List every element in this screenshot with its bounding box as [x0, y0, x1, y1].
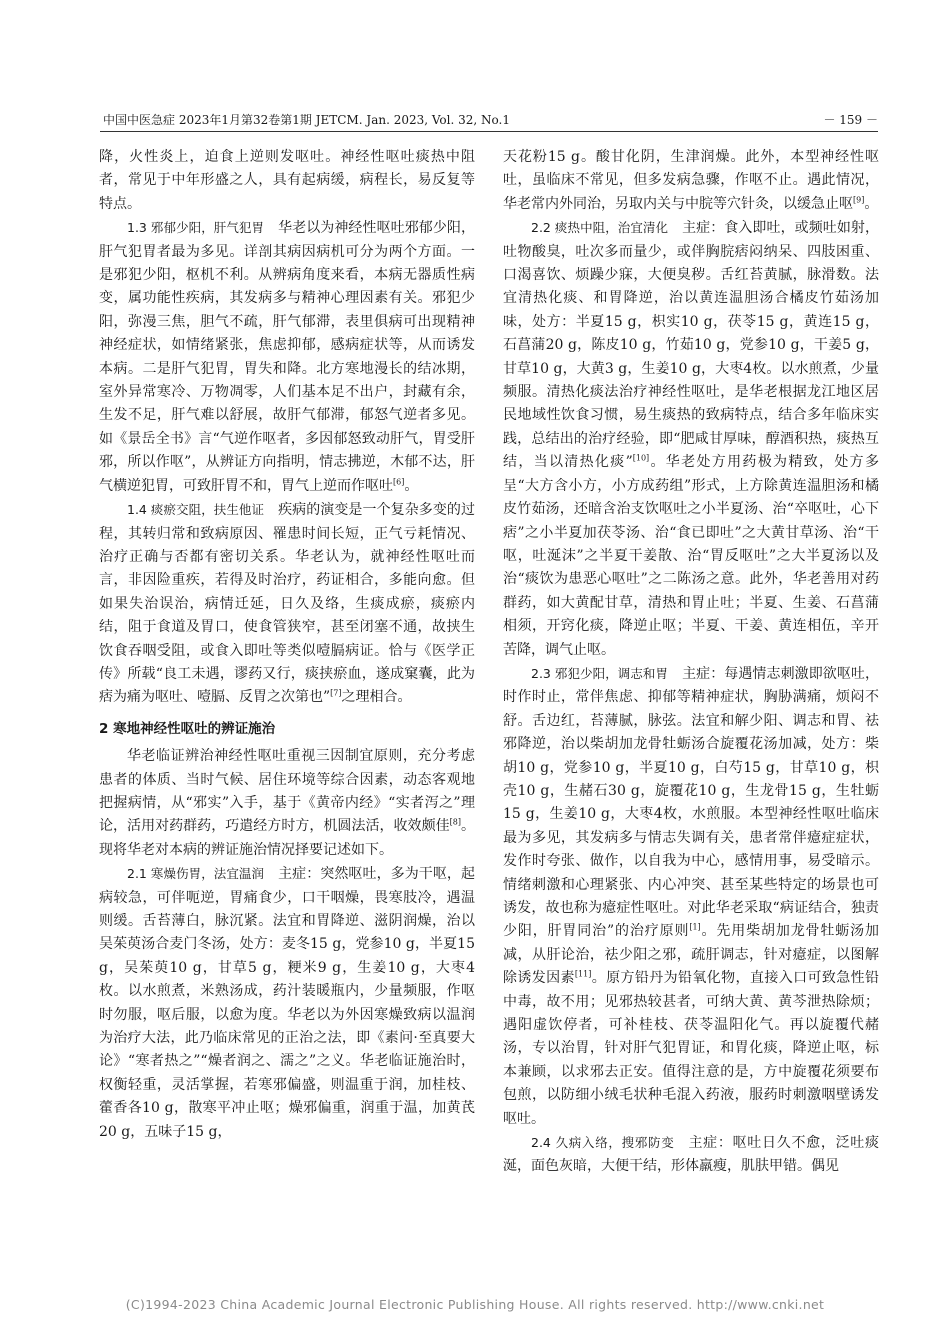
- paragraph-continuation: [503, 146, 879, 216]
- paragraph-continuation: 降，火性炎上，迫食上逆则发呕吐。神经性呕吐痰热中阻者，常见于中年形盛之人，具有起病缓，病程长，易反复等特点。: [99, 149, 475, 212]
- citation-ref: [10]: [632, 453, 650, 463]
- section-2-3-text: 主症：每遇情志刺激即欲呕吐，时作时止，常伴焦虑、抑郁等精神症状，胸胁满痛，烦闷不舒。舌边红，苔薄腻，脉弦。法宜和解少阳、调志和胃、祛邪降逆，治以柴胡加龙骨牡蛎汤合旋覆花汤加减，处方：柴胡10 g，党参10 g，半夏10 g，白芍15 g，甘草10 g，枳壳10 g，生赭石30 g，旋覆花10 g，生龙骨15 g，生牡蛎15 g，生姜10 g，大枣4枚，水煎服。本型神经性呕吐临床最为多见，其发病多与情志失调有关，患者常伴癔症症状，发作时夸张、做作，以自我为中心，感情用事，易受暗示。情绪刺激和心理紧张、内心冲突、甚至某些特定的场景也可诱发，故也称为癔症性呕吐。对此华老采取“病证结合，独责少阳，肝胃同治”的治疗原则: [503, 665, 880, 940]
- journal-citation: 中国中医急症 2023年1月第32卷第1期 JETCM. Jan. 2023, Vol. 32, No.1: [103, 113, 510, 127]
- section-2-2-tail: 。华老处方用药极为精致，处方多呈“大方含小方，小方成药组”形式，上方除黄连温胆汤和橘皮竹茹汤，还暗含治支饮呕吐之小半夏汤、治“卒呕吐，心下痞”之小半夏加茯苓汤、治“食已即吐”之大黄甘草汤、治“干呕，吐涎沫”之半夏干姜散、治“胃反呕吐”之大半夏汤以及治“痰饮为患恶心呕吐”之二陈汤之意。此外，华老善用对药群药，如大黄配甘草，清热和胃止吐；半夏、生姜、石菖蒲相须，开窍化痰，降逆止呕；半夏、干姜、黄连相伍，辛开苦降，调气止呕。: [503, 454, 879, 658]
- section-2-3: [503, 662, 879, 1131]
- section-1-3-title: 1.3 邪郁少阳，肝气犯胃: [127, 220, 265, 236]
- page-number: － 159 －: [823, 113, 878, 127]
- section-2-2-title: 2.2 痰热中阻，治宜清化: [531, 220, 669, 236]
- section-1-4-text: 疾病的演变是一个复杂多变的过程，其转归常和致病原因、罹患时间长短，正气亏耗情况、治疗正确与否都有密切关系。华老认为，就神经性呕吐而言，非因险重疾，若得及时治疗，药证相合，多能向愈。但如果失治误治，病情迁延，日久及络，生痰成瘀，痰瘀内结，阻于食道及胃口，使食管狭窄，甚至闭塞不通，故挟生饮食吞咽受阻，或食入即吐等类似噎膈病证。恰与《医学正传》所载“良工未遇，谬药又行，痰挟瘀血，遂成窠囊，此为痞为痛为呕吐、噎膈、反胃之次第也”: [99, 502, 476, 706]
- section-2-4: [503, 1131, 879, 1179]
- citation-ref: [9]: [853, 195, 865, 205]
- section-2-heading: 2 寒地神经性呕吐的辨证施治: [99, 720, 276, 737]
- section-2-tail: 。现将华老对本病的辨证施治情况择要记述如下。: [99, 818, 476, 858]
- section-1-3: 1.3 邪郁少阳，肝气犯胃 华老以为神经性呕吐邪郁少阳，肝气犯胃者最为多见。详剖其病因病机可分为两个方面。一是邪犯少阳，枢机不利。从辨病角度来看，本病无器质性病变，属功能性疾病，其发病多与精神心理因素有关。邪犯少阳，弥漫三焦，胆气不疏，肝气郁滞，表里俱病可出现精神神经症状，如情绪紧张，焦虑抑郁，感病症状等，从而诱发本病。二是肝气犯胃，胃失和降。北方寒地漫长的结冰期，室外异常寒冷、万物凋零，人们基本足不出户，封藏有余，生发不足，肝气难以舒展，故肝气郁滞，郁怒气逆者多见。如《景岳全书》言“气逆作呕者，多因郁怒致动肝气，胃受肝邪，所以作呕”，从辨证方向指明，情志拂逆，木郁不达，肝气横逆犯胃，可致肝胃不和，胃气上逆而作呕吐[6]。: [99, 220, 476, 494]
- section-2-1: [99, 862, 475, 1144]
- section-2-text: 华老临证辨治神经性呕吐重视三因制宜原则，充分考虑患者的体质、当时气候、居住环境等综合因素，动态客观地把握病情，从“邪实”入手，基于《黄帝内经》“实者泻之”理论，活用对药群药，巧遣经方时方，机圆法活，收效颇佳: [99, 748, 475, 835]
- section-1-4: [99, 498, 475, 710]
- continuation-tail: 。: [864, 195, 879, 212]
- header-rule: [100, 131, 878, 132]
- section-1-4-title: 1.4 痰瘀交阻，扶生他证: [127, 502, 265, 518]
- section-2-3-title: 2.3 邪犯少阳，调志和胃: [531, 665, 669, 681]
- section-2-1-text: 主症：突然呕吐，多为干呕，起病较急，可伴呃逆，胃痛食少，口干咽燥，畏寒肢冷，遇温则缓。舌苔薄白，脉沉紧。法宜和胃降逆、滋阴润燥，治以吴茱萸汤合麦门冬汤，处方：麦冬15 g，党参10 g，半夏15 g，吴茱萸10 g，甘草5 g，粳米9 g，生姜10 g，大枣4枚。以水煎煮，米熟汤成，药汁装暖瓶内，少量频服，作呕时勿服，呕后服，以愈为度。华老以为外因寒燥致病以温润为治疗大法，此乃临床常见的正治之法，即《素问·至真要大论》“寒者热之”“燥者润之、濡之”之义。华老临证施治时，权衡轻重，灵活掌握，若寒邪偏盛，则温重于润，加桂枝、藿香各10 g，散寒平冲止呕；燥邪偏重，润重于温，加黄芪20 g，五味子15 g，: [99, 866, 476, 1140]
- citation-ref: [1]: [689, 922, 701, 932]
- section-2-2-text: 主症：食入即吐，或频吐如射，吐物酸臭，吐次多而量少，或伴胸脘痞闷纳呆、四肢困重、口渴喜饮、烦躁少寐，大便臭秽。舌红苔黄腻，脉滑数。法宜清热化痰、和胃降逆，治以黄连温胆汤合橘皮竹茹汤加味，处方：半夏15 g，枳实10 g，茯苓15 g，黄连15 g，石菖蒲20 g，陈皮10 g，竹茹10 g，党参10 g，干姜5 g，甘草10 g，大黄3 g，生姜10 g，大枣4枚。以水煎煮，少量频服。清热化痰法治疗神经性呕吐，是华老根据龙江地区居民地域性饮食习惯，易生痰热的致病特点，结合多年临床实践，总结出的治疗经验，即“肥咸甘厚味，醇酒积热，痰热互结，当以清热化痰”: [503, 220, 880, 471]
- copyright-footer: (C)1994-2023 China Academic Journal Electronic Publishing House. All rights reserved. http://www.cnki.net: [125, 1297, 825, 1312]
- citation-ref: [7]: [330, 688, 342, 698]
- section-2-1-title: 2.1 寒燥伤胃，法宜温润: [127, 866, 265, 882]
- section-2-2: [503, 216, 879, 662]
- left-column: [99, 146, 475, 1144]
- section-2-3-mid: 。先用柴胡加龙骨牡蛎汤加减，从肝论治，祛少阳之邪，疏肝调志，针对癔症，以图解除诱发因素: [503, 923, 879, 987]
- section-1-4-tail: 之理相合。: [341, 689, 412, 706]
- continuation-text: 天花粉15 g。酸甘化阴，生津润燥。此外，本型神经性呕吐，虽临床不常见，但多发病急骤，作呕不止。遇此情况，华老常内外同治，另取内关与中脘等穴针灸，以缓急止呕: [503, 149, 879, 212]
- section-2-4-title: 2.4 久病入络，搜邪防变: [531, 1135, 675, 1151]
- section-2-4-text: 主症：呕吐日久不愈，泛吐痰涎，面色灰暗，大便干结，形体羸瘦，肌肤甲错。偶见: [503, 1135, 879, 1175]
- citation-ref: [11]: [574, 969, 592, 979]
- section-2-intro: [99, 745, 475, 862]
- running-header: [103, 111, 878, 129]
- citation-ref: [6]: [393, 477, 405, 487]
- citation-ref: [8]: [449, 817, 461, 827]
- section-1-3-text: 华老以为神经性呕吐邪郁少阳，肝气犯胃者最为多见。详剖其病因病机可分为两个方面。一是邪犯少阳，枢机不利。从辨病角度来看，本病无器质性病变，属功能性疾病，其发病多与精神心理因素有关。邪犯少阳，弥漫三焦，胆气不疏，肝气郁滞，表里俱病可出现精神神经症状，如情绪紧张，焦虑抑郁，感病症状等，从而诱发本病。二是肝气犯胃，胃失和降。北方寒地漫长的结冰期，室外异常寒冷、万物凋零，人们基本足不出户，封藏有余，生发不足，肝气难以舒展，故肝气郁滞，郁怒气逆者多见。如《景岳全书》言“气逆作呕者，多因郁怒致动肝气，胃受肝邪，所以作呕”，从辨证方向指明，情志拂逆，木郁不达，肝气横逆犯胃，可致肝胃不和，胃气上逆而作呕吐: [99, 220, 476, 494]
- section-2-3-tail: 。原方铅丹为铅氧化物，直接入口可致急性铅中毒，故不用；见邪热较甚者，可纳大黄、黄芩泄热除烦；遇阳虚饮停者，可补桂枝、茯苓温阳化气。再以旋覆代赭汤，专以治胃，针对肝气犯胃证，和胃化痰，降逆止呕，标本兼顾，以求邪去正安。值得注意的是，方中旋覆花须要布包煎，以防细小绒毛状种毛混入药液，服药时刺激咽壁诱发呕吐。: [503, 970, 880, 1127]
- right-column: [503, 146, 879, 1179]
